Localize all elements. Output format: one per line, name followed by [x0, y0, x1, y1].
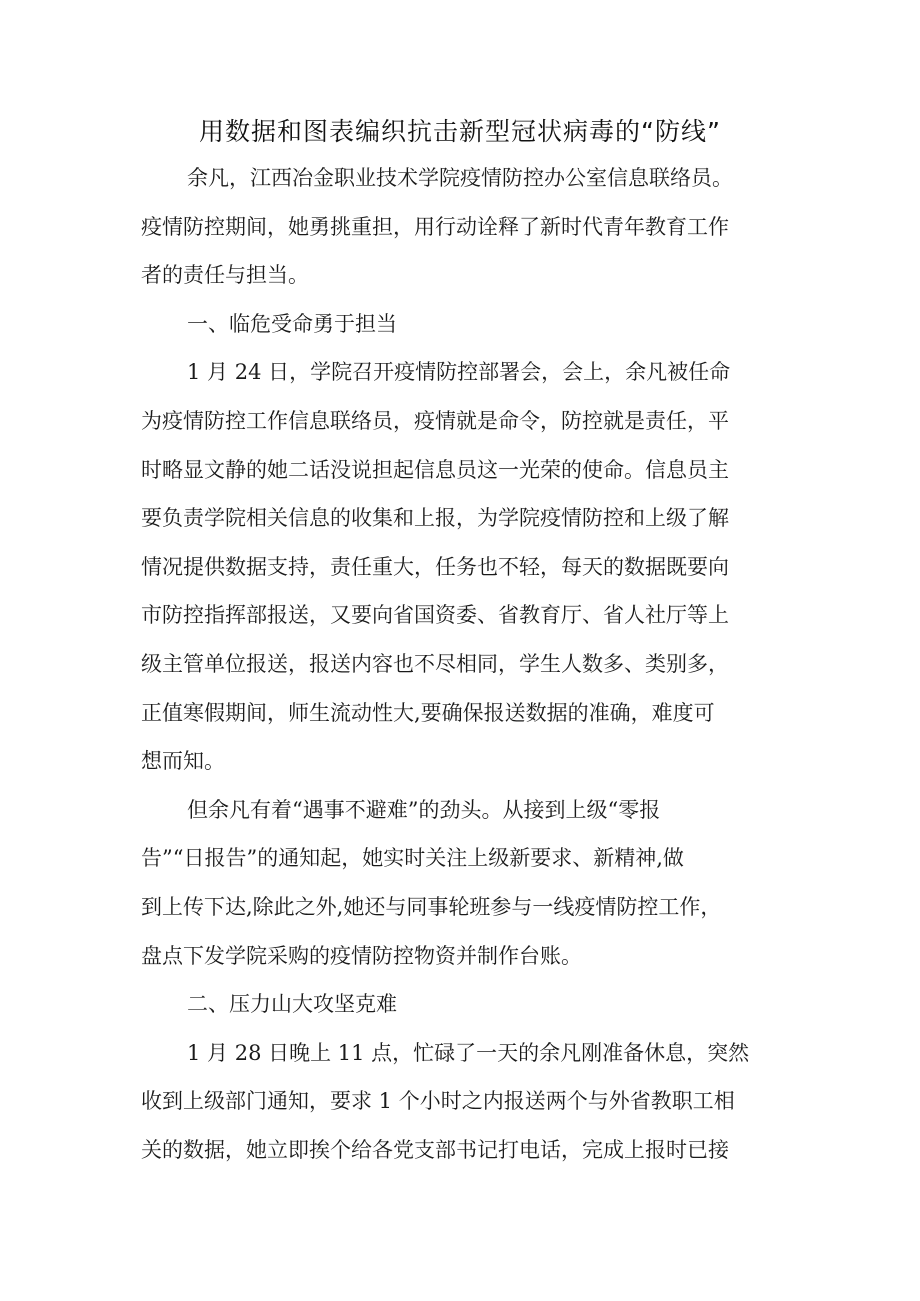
paragraph-line: 关的数据，她立即挨个给各党支部书记打电话，完成上报时已接 — [141, 1137, 729, 1162]
paragraph-line: 但余凡有着“遇事不避难”的劲头。从接到上级“零报 — [187, 797, 661, 822]
paragraph-line: 者的责任与担当。 — [141, 263, 309, 288]
paragraph-line: 到上传下达,除此之外,她还与同事轮班参与一线疫情防控工作， — [141, 894, 722, 919]
paragraph-line: 市防控指挥部报送，又要向省国资委、省教育厅、省人社厅等上 — [141, 603, 729, 628]
paragraph-line: 1 月 24 日，学院召开疫情防控部署会，会上，余凡被任命 — [187, 360, 731, 385]
paragraph-line: 余凡，江西冶金职业技术学院疫情防控办公室信息联络员。 — [187, 166, 733, 190]
paragraph-line: 收到上级部门通知，要求 1 个小时之内报送两个与外省教职工相 — [141, 1089, 735, 1114]
paragraph-line: 为疫情防控工作信息联络员，疫情就是命令，防控就是责任，平 — [141, 408, 729, 433]
paragraph-line: 1 月 28 日晚上 11 点，忙碌了一天的余凡刚准备休息，突然 — [187, 1040, 750, 1065]
section-heading: 二、压力山大攻坚克难 — [187, 992, 397, 1017]
document-title: 用数据和图表编织抗击新型冠状病毒的“防线” — [199, 117, 721, 146]
paragraph-line: 情况提供数据支持，责任重大，任务也不轻，每天的数据既要向 — [141, 554, 729, 579]
document-body — [141, 154, 791, 1174]
paragraph-line: 要负责学院相关信息的收集和上报，为学院疫情防控和上级了解 — [141, 506, 729, 531]
section-heading: 一、临危受命勇于担当 — [187, 311, 397, 336]
paragraph-line: 想而知。 — [141, 749, 225, 774]
paragraph-line: 级主管单位报送，报送内容也不尽相同，学生人数多、类别多， — [141, 651, 729, 676]
paragraph-line: 正值寒假期间，师生流动性大,要确保报送数据的准确，难度可 — [141, 700, 715, 725]
paragraph-line: 时略显文静的她二话没说担起信息员这一光荣的使命。信息员主 — [141, 457, 729, 482]
paragraph-line: 疫情防控期间，她勇挑重担，用行动诠释了新时代青年教育工作 — [141, 214, 729, 239]
paragraph-line: 盘点下发学院采购的疫情防控物资并制作台账。 — [141, 943, 582, 968]
paragraph-line: 告”“日报告”的通知起，她实时关注上级新要求、新精神,做 — [141, 846, 684, 871]
